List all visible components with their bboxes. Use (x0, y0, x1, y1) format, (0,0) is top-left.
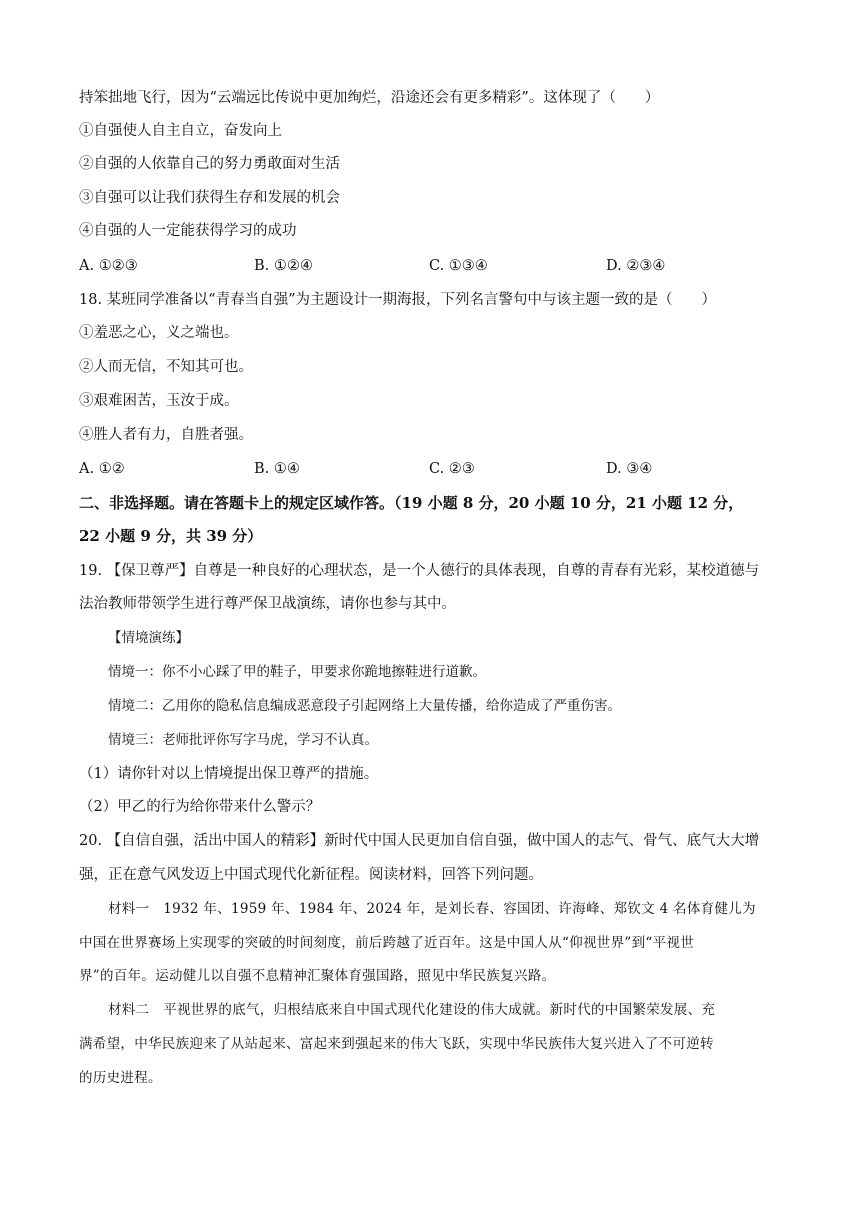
q20-material2-line1: 材料二 平视世界的底气，归根结底来自中国式现代化建设的伟大成就。新时代的中国繁荣发展、充 (108, 1002, 716, 1018)
q18-option-a: A. ①② (79, 461, 125, 477)
q20-material1-line3: 界”的百年。运动健儿以自强不息精神汇聚体育强国路，照见中华民族复兴路。 (79, 968, 556, 984)
q18-statement-2: ②人而无信，不知其可也。 (79, 359, 253, 375)
q19-scenario-2: 情境二：乙用你的隐私信息编成恶意段子引起网络上大量传播，给你造成了严重伤害。 (108, 698, 621, 714)
q17-option-d: D. ②③④ (606, 258, 666, 274)
q19-question-2: （2）甲乙的行为给你带来什么警示？ (79, 799, 321, 815)
q19-scenario-1: 情境一：你不小心踩了甲的鞋子，甲要求你跪地擦鞋进行道歉。 (108, 664, 486, 680)
q17-statement-3: ③自强可以让我们获得生存和发展的机会 (79, 190, 340, 206)
section2-heading-line1: 二、非选择题。请在答题卡上的规定区域作答。（19 小题 8 分，20 小题 10 分，21 小题 12 分， (79, 494, 744, 512)
section2-heading-line2: 22 小题 9 分，共 39 分） (79, 527, 263, 545)
q18-statement-1: ①羞恶之心，义之端也。 (79, 325, 239, 341)
q18-option-b: B. ①④ (254, 461, 300, 477)
q19-scenario-title: 【情境演练】 (108, 630, 189, 646)
q17-stem-tail: 持笨拙地飞行，因为“云端远比传说中更加绚烂，沿途还会有更多精彩”。这体现了（ ） (79, 90, 660, 106)
q20-material1-line1: 材料一 1932 年、1959 年、1984 年、2024 年，是刘长春、容国团、许海峰、郑钦文 4 名体育健儿为 (108, 901, 756, 917)
q20-material1-line2: 中国在世界赛场上实现零的突破的时间刻度，前后跨越了近百年。这是中国人从“仰视世界”到“平视世 (79, 935, 695, 951)
q17-statement-2: ②自强的人依靠自己的努力勇敢面对生活 (79, 156, 340, 172)
q20-stem-line2: 强，正在意气风发迈上中国式现代化新征程。阅读材料，回答下列问题。 (79, 867, 543, 883)
q19-scenario-3: 情境三：老师批评你写字马虎，学习不认真。 (108, 732, 378, 748)
q18-option-d: D. ③④ (606, 461, 653, 477)
q18-statement-4: ④胜人者有力，自胜者强。 (79, 427, 253, 443)
q20-stem-line1: 20. 【自信自强，活出中国人的精彩】新时代中国人民更加自信自强，做中国人的志气、骨气、底气大大增 (79, 833, 760, 849)
q17-statement-4: ④自强的人一定能获得学习的成功 (79, 223, 297, 239)
q18-option-c: C. ②③ (429, 461, 475, 477)
q19-stem-line1: 19. 【保卫尊严】自尊是一种良好的心理状态，是一个人德行的具体表现，自尊的青春有光彩，某校道德与 (79, 563, 760, 579)
q20-material2-line3: 的历史进程。 (79, 1070, 162, 1086)
q18-stem: 18. 某班同学准备以“青春当自强”为主题设计一期海报，下列名言警句中与该主题一致的是（ ） (79, 292, 716, 308)
q20-material2-line2: 满希望，中华民族迎来了从站起来、富起来到强起来的伟大飞跃，实现中华民族伟大复兴进入了不可逆转 (79, 1036, 714, 1052)
q17-option-c: C. ①③④ (429, 258, 488, 274)
q17-statement-1: ①自强使人自主自立，奋发向上 (79, 123, 282, 139)
q18-statement-3: ③艰难困苦，玉汝于成。 (79, 393, 239, 409)
q17-option-a: A. ①②③ (79, 258, 138, 274)
q17-option-b: B. ①②④ (254, 258, 313, 274)
q19-question-1: （1）请你针对以上情境提出保卫尊严的措施。 (79, 766, 379, 782)
q19-stem-line2: 法治教师带领学生进行尊严保卫战演练，请你也参与其中。 (79, 596, 456, 612)
